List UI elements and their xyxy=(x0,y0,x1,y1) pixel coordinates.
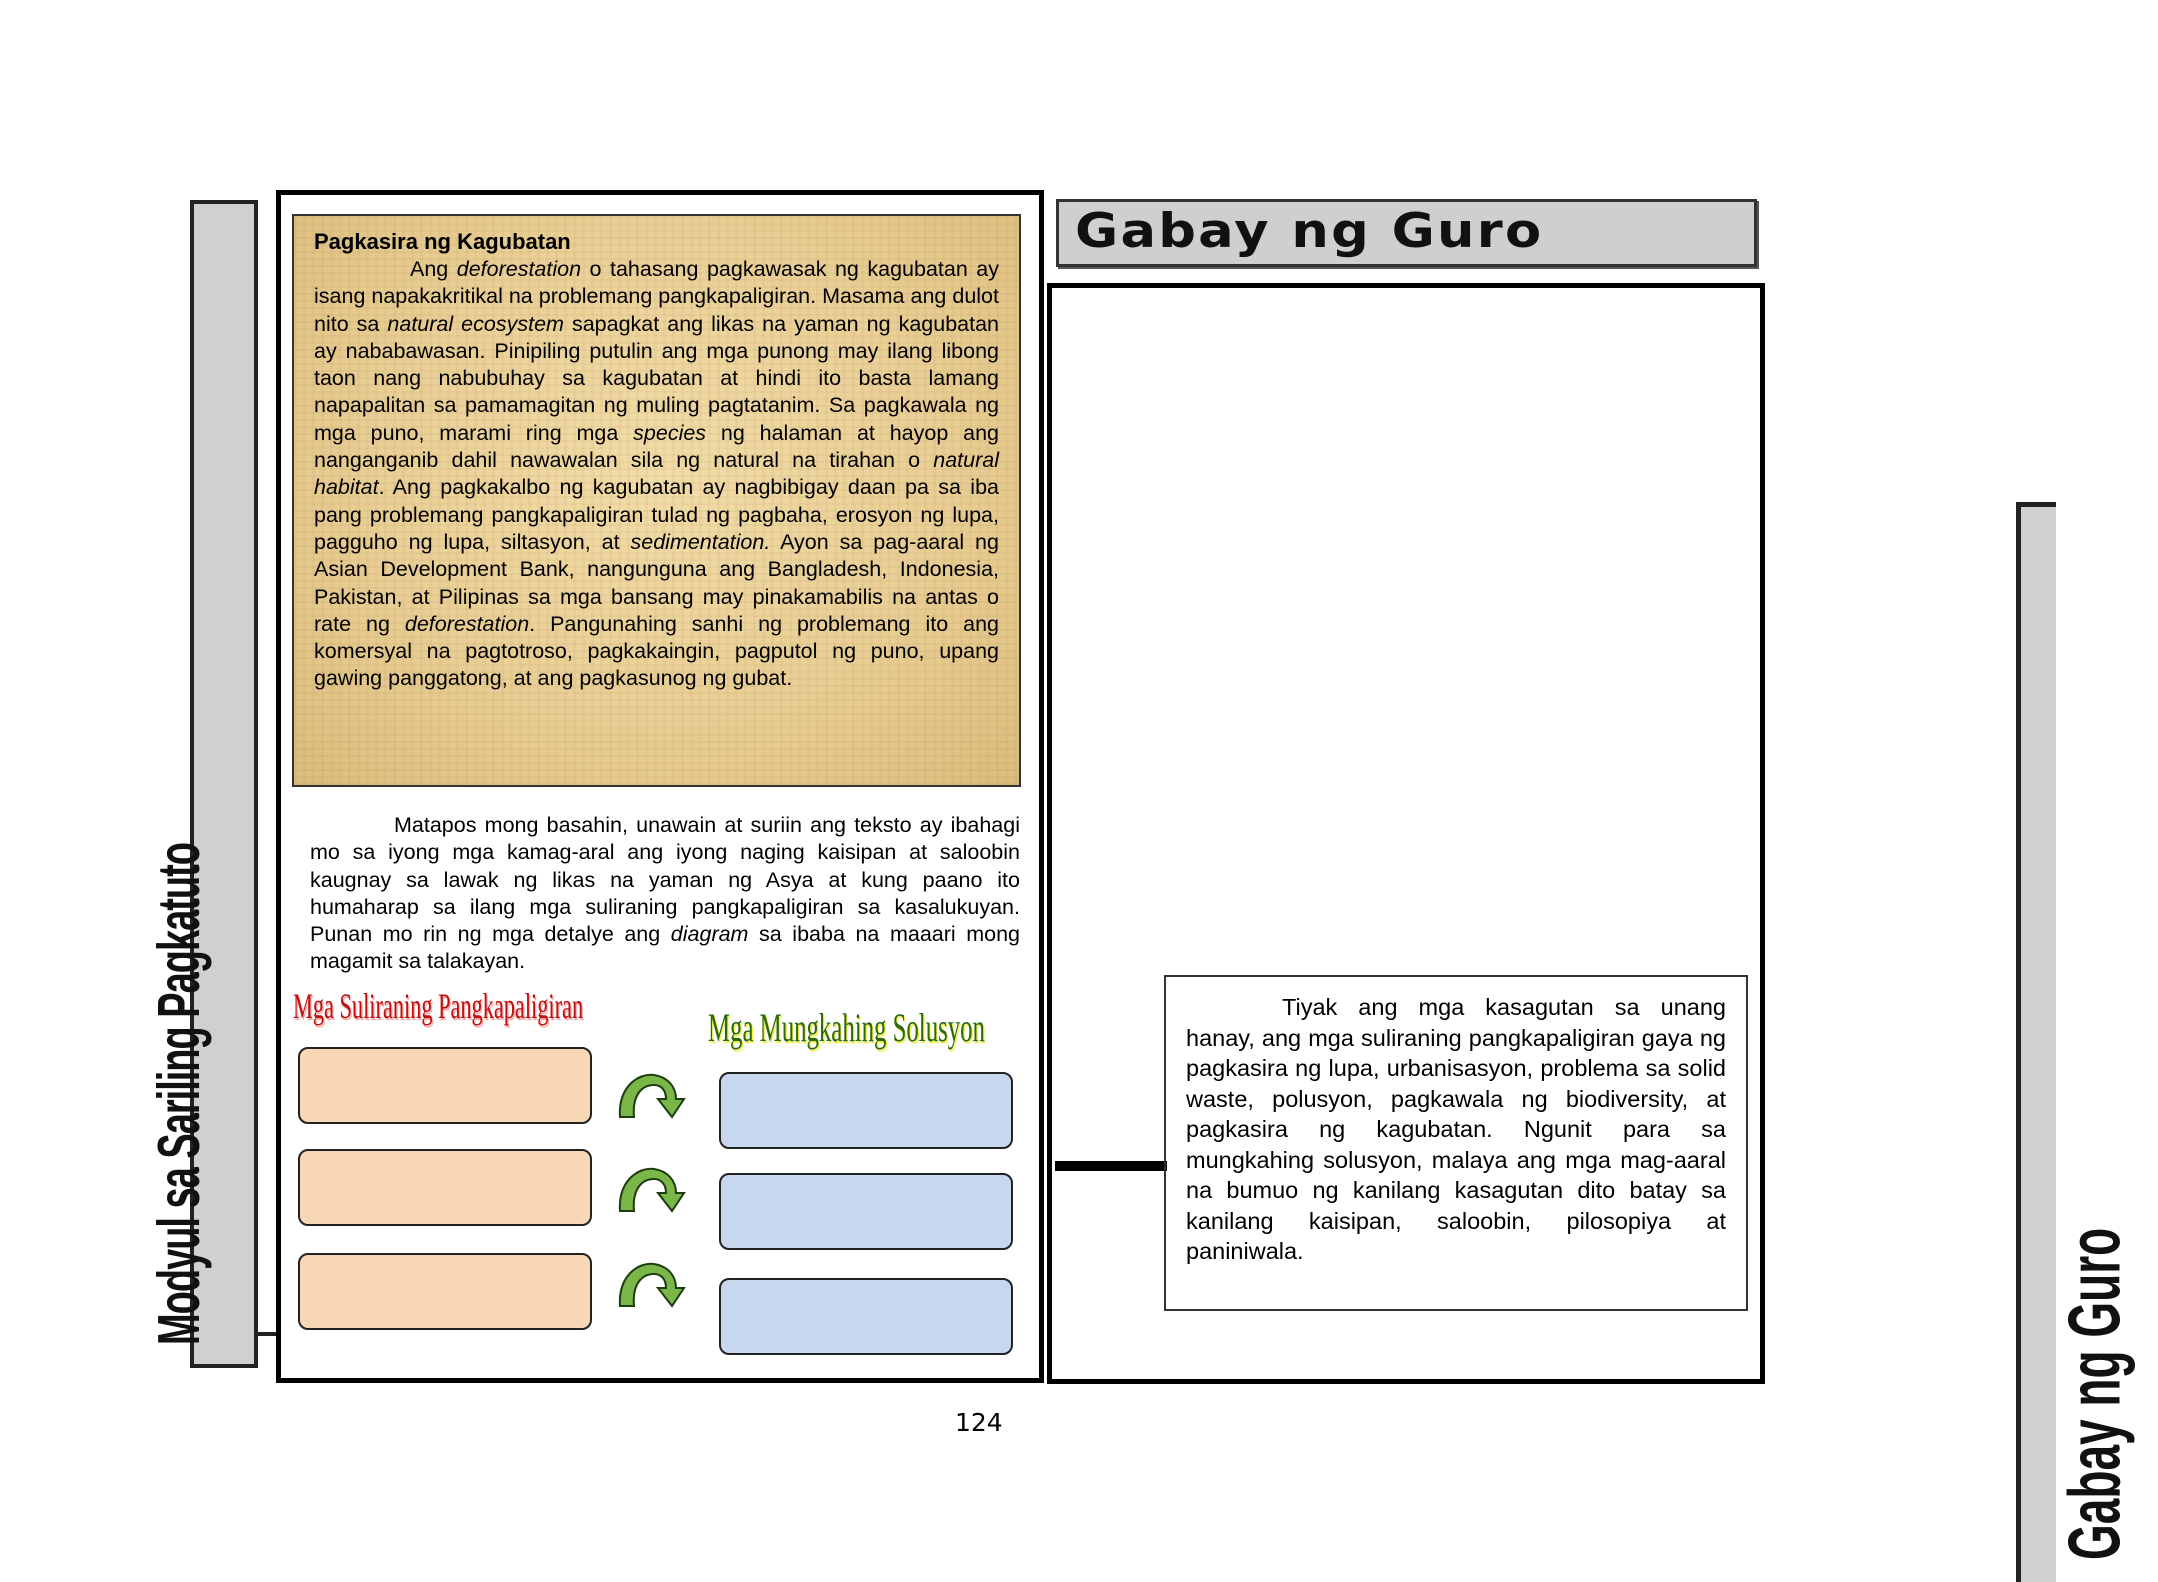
curved-arrow-icon xyxy=(614,1163,690,1215)
solutions-column-heading: Mga Mungkahing Solusyon xyxy=(708,1005,985,1050)
instructions-italic: diagram xyxy=(670,922,749,947)
reading-text-segment: sapagkat ang likas na yaman ng kagubatan ay nababawasan. Pinipiling putulin ang mga punong may ilang libong taon nang nabubuhay sa kagubatan at hindi ito basta lamang napapalitan sa pamamagitan ng muling pagtatanim. Sa pagkawala ng mga puno, marami ring mga xyxy=(314,311,999,445)
side-tab-guide-label: Gabay ng Guro xyxy=(2052,1227,2136,1560)
note-connector-line xyxy=(1055,1161,1167,1171)
side-tab-connector xyxy=(258,1332,278,1336)
reading-paragraph xyxy=(314,256,999,693)
reading-text-segment: deforestation xyxy=(456,257,582,281)
reading-text-box xyxy=(292,214,1021,787)
teacher-note-text: Tiyak ang mga kasagutan sa unang hanay, ang mga suliraning pangkapaligiran gaya ng pagkasira ng lupa, urbanisasyon, problema sa solid waste, polusyon, pagkawala ng biodiversity, at pagkasira ng kagubatan. Ngunit para sa mungkahing solusyon, malaya ang mga mag-aaral na bumuo ng kanilang kasagutan dito batay sa kanilang kaisipan, saloobin, pilosopiya at paniniwala. xyxy=(1186,994,1726,1264)
reading-text-segment: o tahasang pagkawasak ng kagubatan ay isang napakakritikal na problemang pangkapaligiran. Masama ang dulot nito sa xyxy=(314,257,999,336)
reading-text-segment: . Ang pagkakalbo ng kagubatan ay nagbibigay daan pa sa iba pang problemang pangkapaligiran tulad ng pagbaha, erosyon ng lupa, pagguho ng lupa, siltasyon, at xyxy=(314,475,999,554)
solution-answer-box[interactable] xyxy=(719,1072,1013,1149)
curved-arrow-icon xyxy=(614,1069,690,1121)
reading-text-segment: Ang xyxy=(410,257,457,281)
instructions-text: sa ibaba na maaari mong magamit sa talakayan. xyxy=(310,922,1021,974)
instructions-text: Matapos mong basahin, unawain at suriin ang teksto ay ibahagi mo sa iyong mga kamag-aral ang iyong naging kaisipan at saloobin kaugnay sa lawak ng likas na yaman ng Asya at kung paano ito humaharap sa ilang mga suliraning pangkapaligiran sa kasalukuyan. Punan mo rin ng mga detalye ang xyxy=(310,813,1020,947)
reading-text-segment: species xyxy=(633,420,707,445)
problems-column-heading: Mga Suliraning Pangkapaligiran xyxy=(293,986,584,1026)
reading-text-segment: natural habitat xyxy=(314,448,999,500)
teacher-guide-header xyxy=(1056,199,1757,267)
reading-title: Pagkasira ng Kagubatan xyxy=(314,229,571,254)
solution-answer-box[interactable] xyxy=(719,1278,1013,1355)
reading-text-segment: Ayon sa pag-aaral ng Asian Development Bank, nangunguna ang Bangladesh, Indonesia, Pakistan, at Pilipinas sa mga bansang may pinakamabilis na antas o rate ng xyxy=(314,529,999,636)
solution-answer-box[interactable] xyxy=(719,1173,1013,1250)
problem-answer-box[interactable] xyxy=(298,1253,592,1330)
teacher-guide-title: Gabay ng Guro xyxy=(1075,204,1544,259)
problem-answer-box[interactable] xyxy=(298,1047,592,1124)
reading-text-segment: ng halaman at hayop ang nanganganib dahil nawawalan sila ng natural na tirahan o xyxy=(314,420,1000,473)
reading-text-segment: deforestation xyxy=(404,611,530,636)
reading-text-segment: natural ecosystem xyxy=(387,311,564,336)
activity-instructions xyxy=(310,812,1020,976)
curved-arrow-icon xyxy=(614,1258,690,1310)
reading-text-segment: . Pangunahing sanhi ng problemang ito ang komersyal na pagtotroso, pagkakaingin, pagputol ng puno, upang gawing panggatong, at ang pagkasunog ng gubat. xyxy=(314,611,999,691)
reading-text-segment: sedimentation. xyxy=(630,529,771,554)
teacher-note-box xyxy=(1164,975,1748,1311)
page-number: 124 xyxy=(955,1408,1003,1437)
side-tab-module-label: Modyul sa Sariling Pagkatuto xyxy=(147,843,213,1345)
problem-answer-box[interactable] xyxy=(298,1149,592,1226)
